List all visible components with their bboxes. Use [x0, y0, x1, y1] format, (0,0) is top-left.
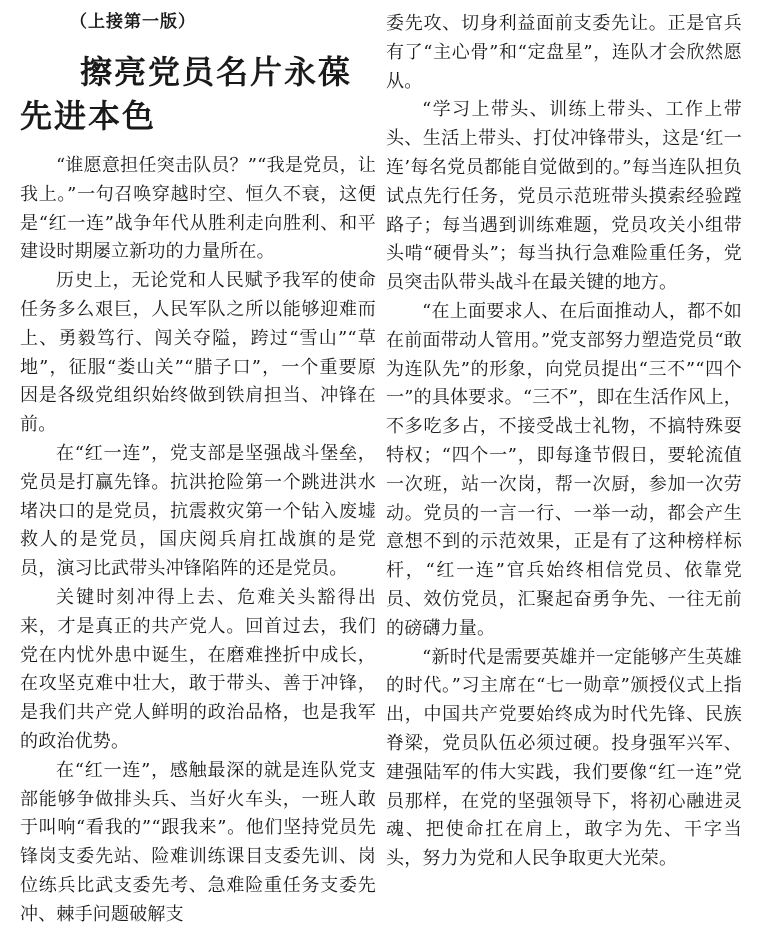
continued-from-page-one-label: （上接第一版） [70, 12, 196, 32]
paragraph: “谁愿意担任突击队员？”“我是党员，让我上。”一句召唤穿越时空、恒久不衰，这便是“红一连”战争年代从胜利走向胜利、和平建设时期屡立新功的力量所在。 [20, 155, 376, 263]
paragraph: “在上面要求人、在后面推动人，都不如在前面带动人管用。”党支部努力塑造党员“敢为连队先”的形象，向党员提出“三不”“四个一”的具体要求。“三不”，即在生活作风上，不多吃多占，不接受战士礼物，不搞特殊耍特权；“四个一”，即每逢节假日，要轮流值一次班，站一次岗，帮一次厨，参加一次劳动。党员的一言一行、一举一动，都会产生意想不到的示范效果，正是有了这种榜样标杆，“红一连”官兵始终相信党员、依靠党员、效仿党员，汇聚起奋勇争先、一往无前的磅礴力量。 [386, 300, 742, 639]
paragraph: 关键时刻冲得上去、危难关头豁得出来，才是真正的共产党人。回首过去，我们党在内忧外患中诞生，在磨难挫折中成长，在攻坚克难中壮大，敢于带头、善于冲锋，是我们共产党人鲜明的政治品格，也是我军的政治优势。 [20, 586, 376, 752]
left-column [20, 10, 376, 930]
paragraph: “学习上带头、训练上带头、工作上带头、生活上带头、打仗冲锋带头，这是‘红一连’每名党员都能自觉做到的。”每当连队担负试点先行任务，党员示范班带头摸索经验蹚路子；每当遇到训练难题，党员攻关小组带头啃“硬骨头”；每当执行急难险重任务，党员突击队带头战斗在最关键的地方。 [386, 99, 742, 294]
paragraph: 在“红一连”，党支部是坚强战斗堡垒，党员是打赢先锋。抗洪抢险第一个跳进洪水堵决口的是党员，抗震救灾第一个钻入废墟救人的是党员，国庆阅兵肩扛战旗的是党员，演习比武带头冲锋陷阵的还是党员。 [20, 442, 376, 580]
headline-line-2: 先进本色 [20, 97, 157, 135]
paragraph-continuation: 委先攻、切身利益面前支委先让。正是官兵有了“主心骨”和“定盘星”，连队才会欣然愿从。 [386, 13, 742, 92]
paragraph: 历史上，无论党和人民赋予我军的使命任务多么艰巨，人民军队之所以能够迎难而上、勇毅笃行、闯关夺隘，跨过“雪山”“草地”，征服“娄山关”“腊子口”，一个重要原因是各级党组织始终做到铁肩担当、冲锋在前。 [20, 270, 376, 436]
right-column [386, 10, 742, 874]
paragraph: 在“红一连”，感触最深的就是连队党支部能够争做排头兵、当好火车头，一班人敢于叫响“看我的”“跟我来”。他们坚持党员先锋岗支委先站、险难训练课目支委先训、岗位练兵比武支委先考、急难险重任务支委先冲、棘手问题破解支 [20, 759, 376, 925]
article-headline [20, 50, 376, 138]
paragraph: “新时代是需要英雄并一定能够产生英雄的时代。”习主席在“七一勋章”颁授仪式上指出，中国共产党要始终成为时代先锋、民族脊梁，党员队伍必须过硬。投身强军兴军、建强陆军的伟大实践，我们要像“红一连”党员那样，在党的坚强领导下，将初心融进灵魂、把使命扛在肩上，敢字为先、干字当头，努力为党和人民争取更大光荣。 [386, 646, 742, 870]
headline-line-1: 擦亮党员名片永葆 [80, 53, 353, 91]
